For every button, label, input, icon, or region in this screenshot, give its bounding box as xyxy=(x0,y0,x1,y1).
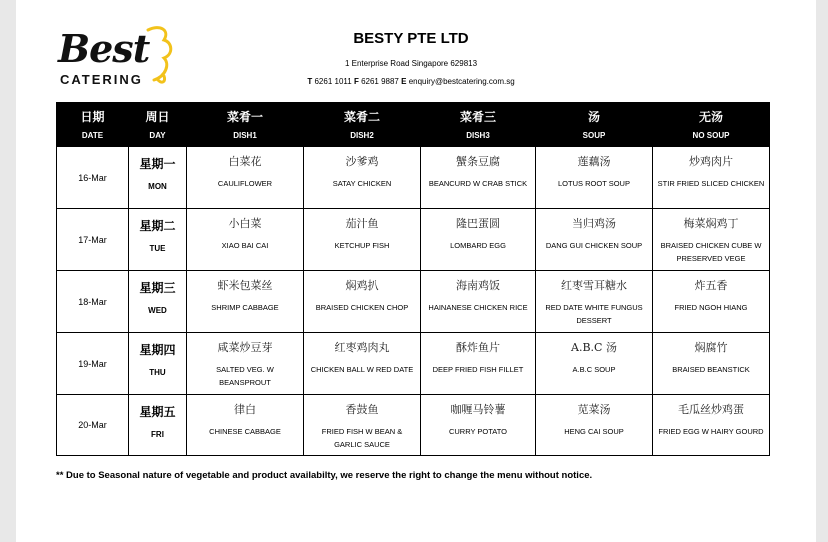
soup-cell: A.B.C 汤 A.B.C SOUP xyxy=(536,333,653,395)
date-cell: 16-Mar xyxy=(57,147,129,209)
dish3-cell: 海南鸡饭 HAINANESE CHICKEN RICE xyxy=(421,271,536,333)
dish3-cell: 蟹条豆腐 BEANCURD W CRAB STICK xyxy=(421,147,536,209)
company-logo xyxy=(56,22,186,92)
day-cell: 星期四 THU xyxy=(129,333,187,395)
header-dish1: 菜肴一 DISH1 xyxy=(187,102,304,147)
day-cell: 星期三 WED xyxy=(129,271,187,333)
logo-subtitle: CATERING xyxy=(60,72,143,87)
header-no-soup: 无汤 NO SOUP xyxy=(653,102,770,147)
soup-cell: 红枣雪耳糖水 RED DATE WHITE FUNGUS DESSERT xyxy=(536,271,653,333)
dish3-cell: 酥炸鱼片 DEEP FRIED FISH FILLET xyxy=(421,333,536,395)
no-soup-cell: 炸五香 FRIED NGOH HIANG xyxy=(653,271,770,333)
logo-word: Best xyxy=(58,26,150,71)
table-row xyxy=(57,147,770,209)
table-row xyxy=(57,395,770,456)
email-label: E xyxy=(401,77,407,86)
dish1-cell: 律白 CHINESE CABBAGE xyxy=(187,395,304,456)
day-cell: 星期五 FRI xyxy=(129,395,187,456)
company-header xyxy=(246,30,576,86)
menu-disclaimer: ** Due to Seasonal nature of vegetable and product availabilty, we reserve the right to change the menu without notice. xyxy=(56,470,593,481)
fax-label: F xyxy=(353,77,359,86)
soup-cell: 莲藕汤 LOTUS ROOT SOUP xyxy=(536,147,653,209)
header-day: 周日 DAY xyxy=(129,102,187,147)
document-page xyxy=(16,0,816,542)
date-cell: 17-Mar xyxy=(57,209,129,271)
table-row xyxy=(57,271,770,333)
day-cell: 星期二 TUE xyxy=(129,209,187,271)
dish2-cell: 香鼓鱼 FRIED FISH W BEAN & GARLIC SAUCE xyxy=(304,395,421,456)
table-header-row xyxy=(57,102,770,147)
company-name: BESTY PTE LTD xyxy=(353,30,469,47)
menu-table xyxy=(56,102,770,456)
date-cell: 18-Mar xyxy=(57,271,129,333)
header-soup: 汤 SOUP xyxy=(536,102,653,147)
dish2-cell: 焖鸡扒 BRAISED CHICKEN CHOP xyxy=(304,271,421,333)
no-soup-cell: 梅菜焖鸡丁 BRAISED CHICKEN CUBE W PRESERVED VEGE xyxy=(653,209,770,271)
table-row xyxy=(57,333,770,395)
email-address: enquiry@bestcatering.com.sg xyxy=(408,77,515,86)
dish2-cell: 茄汁鱼 KETCHUP FISH xyxy=(304,209,421,271)
phone-label: T xyxy=(307,77,313,86)
date-cell: 19-Mar xyxy=(57,333,129,395)
no-soup-cell: 毛瓜丝炒鸡蛋 FRIED EGG W HAIRY GOURD xyxy=(653,395,770,456)
day-cell: 星期一 MON xyxy=(129,147,187,209)
soup-cell: 苋菜汤 HENG CAI SOUP xyxy=(536,395,653,456)
soup-cell: 当归鸡汤 DANG GUI CHICKEN SOUP xyxy=(536,209,653,271)
table-row xyxy=(57,209,770,271)
date-cell: 20-Mar xyxy=(57,395,129,456)
header-dish3: 菜肴三 DISH3 xyxy=(421,102,536,147)
dish2-cell: 红枣鸡肉丸 CHICKEN BALL W RED DATE xyxy=(304,333,421,395)
dish1-cell: 咸菜炒豆芽 SALTED VEG. W BEANSPROUT xyxy=(187,333,304,395)
no-soup-cell: 炒鸡肉片 STIR FRIED SLICED CHICKEN xyxy=(653,147,770,209)
company-contact xyxy=(246,77,576,86)
dish3-cell: 隆巴蛋圆 LOMBARD EGG xyxy=(421,209,536,271)
header-dish2: 菜肴二 DISH2 xyxy=(304,102,421,147)
dish1-cell: 小白菜 XIAO BAI CAI xyxy=(187,209,304,271)
no-soup-cell: 焖腐竹 BRAISED BEANSTICK xyxy=(653,333,770,395)
dish3-cell: 咖喱马铃薯 CURRY POTATO xyxy=(421,395,536,456)
dish1-cell: 白菜花 CAULIFLOWER xyxy=(187,147,304,209)
header-date: 日期 DATE xyxy=(57,102,129,147)
fax-number: 6261 9887 xyxy=(361,77,399,86)
company-address: 1 Enterprise Road Singapore 629813 xyxy=(344,59,478,68)
dish2-cell: 沙爹鸡 SATAY CHICKEN xyxy=(304,147,421,209)
phone-number: 6261 1011 xyxy=(314,77,352,86)
dish1-cell: 虾米包菜丝 SHRIMP CABBAGE xyxy=(187,271,304,333)
logo-chef-icon xyxy=(140,24,180,86)
